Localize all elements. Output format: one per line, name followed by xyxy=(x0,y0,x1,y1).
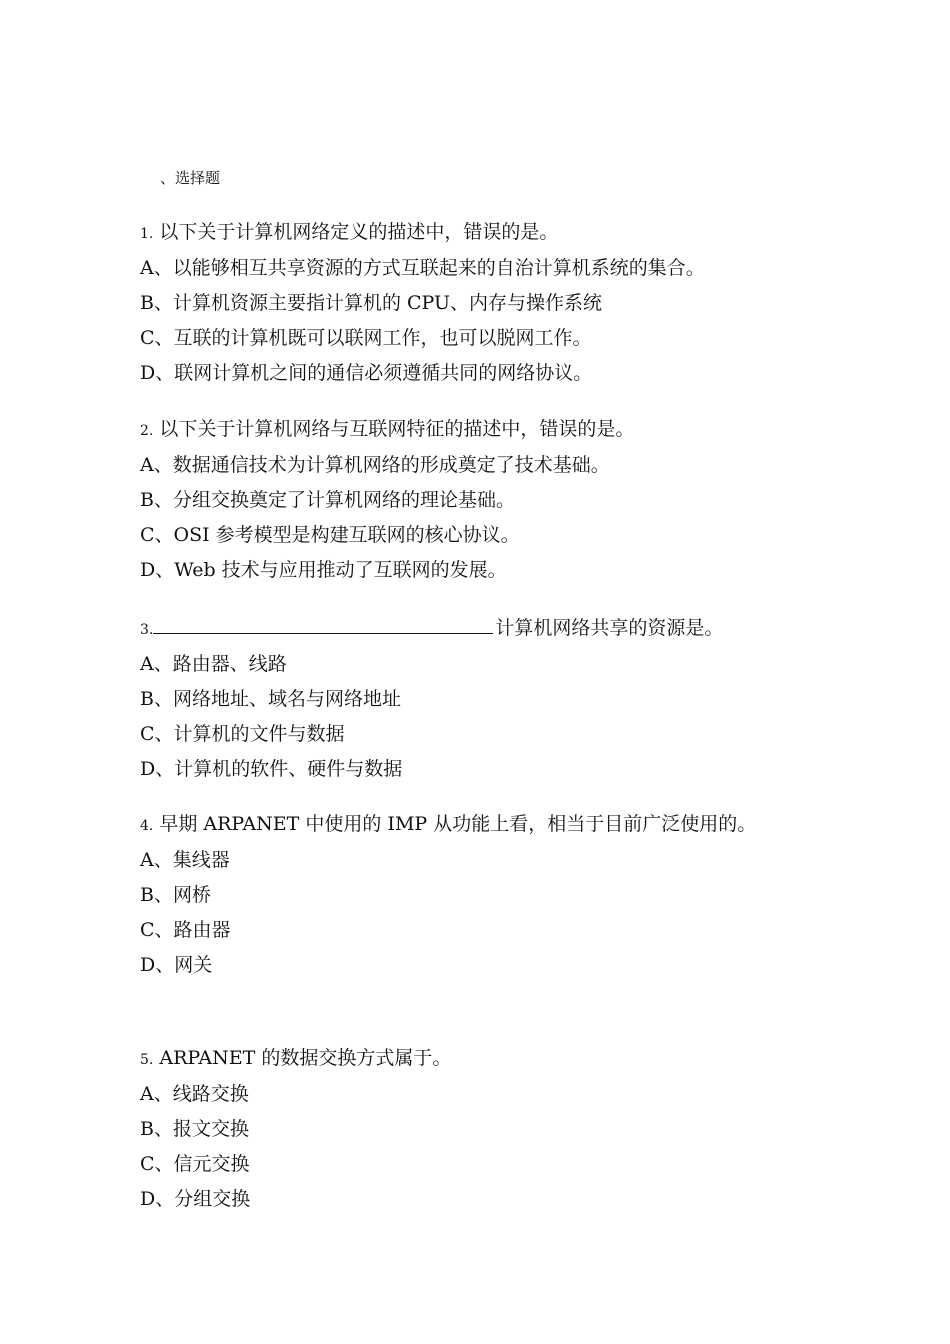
option-a: A、路由器、线路 xyxy=(140,653,287,675)
question-stem xyxy=(140,1042,800,1076)
question-stem xyxy=(140,612,800,646)
option-b: B、网络地址、域名与网络地址 xyxy=(140,688,401,710)
option-a: A、以能够相互共享资源的方式互联起来的自治计算机系统的集合。 xyxy=(140,257,705,279)
option-d: D、网关 xyxy=(140,954,213,976)
option-c: C、信元交换 xyxy=(140,1153,250,1175)
question-2 xyxy=(140,413,800,589)
option-c: C、路由器 xyxy=(140,919,231,941)
question-text: 计算机网络共享的资源是。 xyxy=(495,617,724,639)
option-d: D、计算机的软件、硬件与数据 xyxy=(140,758,403,780)
option-c: C、OSI 参考模型是构建互联网的核心协议。 xyxy=(140,524,520,546)
question-number: 5. xyxy=(140,1052,154,1068)
question-4 xyxy=(140,808,800,984)
question-number: 4. xyxy=(140,818,154,834)
option-b: B、报文交换 xyxy=(140,1118,249,1140)
question-text: 以下关于计算机网络与互联网特征的描述中，错误的是。 xyxy=(159,418,635,440)
question-3 xyxy=(140,612,800,788)
option-b: B、计算机资源主要指计算机的 CPU、内存与操作系统 xyxy=(140,292,603,314)
answer-blank xyxy=(153,613,493,634)
question-number: 3. xyxy=(140,622,154,638)
question-number: 1. xyxy=(140,226,154,242)
option-a: A、集线器 xyxy=(140,849,230,871)
question-text: 以下关于计算机网络定义的描述中，错误的是。 xyxy=(159,221,559,243)
option-d: D、Web 技术与应用推动了互联网的发展。 xyxy=(140,559,507,581)
option-a: A、线路交换 xyxy=(140,1083,249,1105)
question-stem xyxy=(140,216,800,250)
option-c: C、互联的计算机既可以联网工作，也可以脱网工作。 xyxy=(140,327,592,349)
option-b: B、网桥 xyxy=(140,884,211,906)
option-c: C、计算机的文件与数据 xyxy=(140,723,345,745)
option-a: A、数据通信技术为计算机网络的形成奠定了技术基础。 xyxy=(140,454,610,476)
question-stem xyxy=(140,808,800,842)
question-text: ARPANET 的数据交换方式属于。 xyxy=(159,1047,452,1069)
option-d: D、分组交换 xyxy=(140,1188,251,1210)
option-d: D、联网计算机之间的通信必须遵循共同的网络协议。 xyxy=(140,362,593,384)
question-5 xyxy=(140,1042,800,1218)
question-1 xyxy=(140,216,800,392)
section-title: 、选择题 xyxy=(160,169,221,187)
question-text: 早期 ARPANET 中使用的 IMP 从功能上看，相当于目前广泛使用的。 xyxy=(159,813,757,835)
question-number: 2. xyxy=(140,423,154,439)
option-b: B、分组交换奠定了计算机网络的理论基础。 xyxy=(140,489,515,511)
question-stem xyxy=(140,413,800,447)
